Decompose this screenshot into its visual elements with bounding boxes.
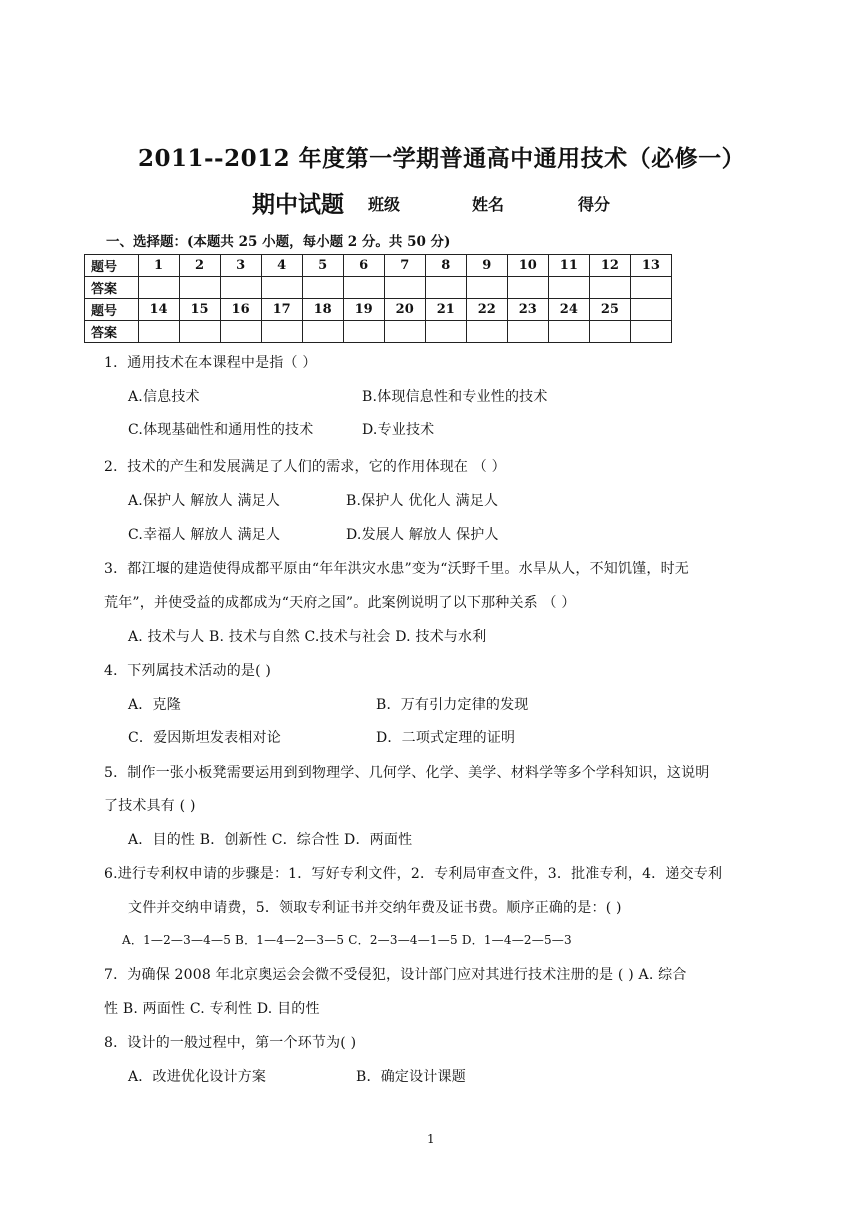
question-number: 25 — [589, 299, 630, 321]
answer-cell[interactable] — [630, 277, 671, 299]
question-number: 5 — [302, 255, 343, 277]
exam-subtitle: 期中试题 — [252, 191, 344, 218]
answer-cell[interactable] — [343, 321, 384, 343]
question-4-stem: 4．下列属技术活动的是( ) — [104, 663, 272, 679]
row-label-number: 题号 — [85, 255, 139, 277]
table-row — [85, 255, 672, 277]
question-number: 23 — [507, 299, 548, 321]
answer-cell[interactable] — [507, 277, 548, 299]
answer-cell[interactable] — [466, 321, 507, 343]
question-2-option-c: C.幸福人 解放人 满足人 — [128, 527, 281, 543]
question-number: 20 — [384, 299, 425, 321]
answer-cell[interactable] — [466, 277, 507, 299]
answer-table — [84, 254, 672, 343]
exam-subtitle-row — [252, 186, 611, 219]
question-5-stem-line1: 5．制作一张小板凳需要运用到到物理学、几何学、化学、美学、材料学等多个学科知识，这说明 — [104, 765, 710, 781]
table-row — [85, 277, 672, 299]
question-number — [630, 299, 671, 321]
question-number: 12 — [589, 255, 630, 277]
question-6-options: A．1—2—3—4—5 B．1—4—2—3—5 C．2—3—4—1—5 D．1—4—2—5—3 — [122, 933, 572, 947]
question-number: 17 — [261, 299, 302, 321]
question-number: 24 — [548, 299, 589, 321]
question-2-option-d: D.发展人 解放人 保护人 — [346, 527, 499, 543]
question-number: 7 — [384, 255, 425, 277]
table-row — [85, 321, 672, 343]
question-1-option-d: D.专业技术 — [362, 422, 435, 438]
answer-cell[interactable] — [630, 321, 671, 343]
question-8-option-b: B．确定设计课题 — [356, 1069, 466, 1085]
score-label: 得分 — [578, 195, 611, 214]
answer-cell[interactable] — [261, 321, 302, 343]
question-7-stem-line1: 7．为确保 2008 年北京奥运会会微不受侵犯，设计部门应对其进行技术注册的是 ( ) A. 综合 — [104, 967, 687, 983]
question-8-stem: 8．设计的一般过程中，第一个环节为( ) — [104, 1035, 357, 1051]
question-1-option-a: A.信息技术 — [128, 389, 200, 405]
question-number: 8 — [425, 255, 466, 277]
answer-cell[interactable] — [589, 321, 630, 343]
answer-cell[interactable] — [302, 277, 343, 299]
question-6-stem-line1: 6.进行专利权申请的步骤是：1．写好专利文件，2．专利局审查文件，3．批准专利，4．递交专利 — [104, 866, 723, 882]
question-number: 14 — [138, 299, 179, 321]
answer-cell[interactable] — [138, 321, 179, 343]
question-number: 2 — [179, 255, 220, 277]
question-number: 3 — [220, 255, 261, 277]
page-number: 1 — [427, 1132, 435, 1146]
answer-cell[interactable] — [548, 321, 589, 343]
question-number: 16 — [220, 299, 261, 321]
question-number: 15 — [179, 299, 220, 321]
row-label-answer: 答案 — [85, 321, 139, 343]
question-number: 6 — [343, 255, 384, 277]
question-number: 22 — [466, 299, 507, 321]
answer-cell[interactable] — [343, 277, 384, 299]
question-2-option-a: A.保护人 解放人 满足人 — [128, 493, 281, 509]
row-label-number: 题号 — [85, 299, 139, 321]
question-number: 19 — [343, 299, 384, 321]
answer-cell[interactable] — [261, 277, 302, 299]
question-4-option-b: B．万有引力定律的发现 — [376, 697, 529, 713]
question-2-stem: 2．技术的产生和发展满足了人们的需求，它的作用体现在 （ ） — [104, 459, 506, 475]
answer-cell[interactable] — [425, 321, 466, 343]
answer-cell[interactable] — [179, 277, 220, 299]
question-1-option-b: B.体现信息性和专业性的技术 — [362, 389, 548, 405]
question-4-option-d: D．二项式定理的证明 — [376, 730, 516, 746]
answer-cell[interactable] — [220, 321, 261, 343]
answer-cell[interactable] — [220, 277, 261, 299]
exam-title: 2011--2012 年度第一学期普通高中通用技术（必修一） — [138, 145, 746, 172]
question-3-options: A. 技术与人 B. 技术与自然 C.技术与社会 D. 技术与水利 — [128, 629, 487, 645]
question-7-stem-line2: 性 B. 两面性 C. 专利性 D. 目的性 — [104, 1001, 320, 1017]
question-3-stem-line1: 3．都江堰的建造使得成都平原由“年年洪灾水患”变为“沃野千里。水旱从人，不知饥馑，时无 — [104, 561, 689, 577]
answer-cell[interactable] — [507, 321, 548, 343]
answer-cell[interactable] — [138, 277, 179, 299]
answer-cell[interactable] — [548, 277, 589, 299]
question-1-stem: 1．通用技术在本课程中是指（ ） — [104, 355, 317, 371]
question-number: 1 — [138, 255, 179, 277]
question-number: 11 — [548, 255, 589, 277]
question-3-stem-line2: 荒年”，并使受益的成都成为“天府之国”。此案例说明了以下那种关系 （ ） — [104, 595, 576, 611]
table-row — [85, 299, 672, 321]
question-4-option-c: C．爱因斯坦发表相对论 — [128, 730, 281, 746]
name-label: 姓名 — [472, 195, 505, 214]
question-number: 13 — [630, 255, 671, 277]
answer-cell[interactable] — [384, 277, 425, 299]
section-heading: 一、选择题：(本题共 25 小题，每小题 2 分。共 50 分) — [106, 234, 451, 250]
question-number: 21 — [425, 299, 466, 321]
question-4-option-a: A．克隆 — [128, 697, 181, 713]
class-label: 班级 — [368, 195, 401, 214]
question-number: 18 — [302, 299, 343, 321]
answer-cell[interactable] — [425, 277, 466, 299]
question-6-stem-line2: 文件并交纳申请费，5．领取专利证书并交纳年费及证书费。顺序正确的是：( ) — [128, 900, 622, 916]
question-number: 9 — [466, 255, 507, 277]
question-number: 4 — [261, 255, 302, 277]
row-label-answer: 答案 — [85, 277, 139, 299]
answer-cell[interactable] — [589, 277, 630, 299]
answer-cell[interactable] — [179, 321, 220, 343]
answer-cell[interactable] — [302, 321, 343, 343]
question-1-option-c: C.体现基础性和通用性的技术 — [128, 422, 314, 438]
question-5-stem-line2: 了技术具有 ( ) — [104, 798, 196, 814]
question-2-option-b: B.保护人 优化人 满足人 — [346, 493, 499, 509]
question-5-options: A．目的性 B．创新性 C．综合性 D．两面性 — [128, 832, 413, 848]
question-8-option-a: A．改进优化设计方案 — [128, 1069, 267, 1085]
answer-cell[interactable] — [384, 321, 425, 343]
question-number: 10 — [507, 255, 548, 277]
